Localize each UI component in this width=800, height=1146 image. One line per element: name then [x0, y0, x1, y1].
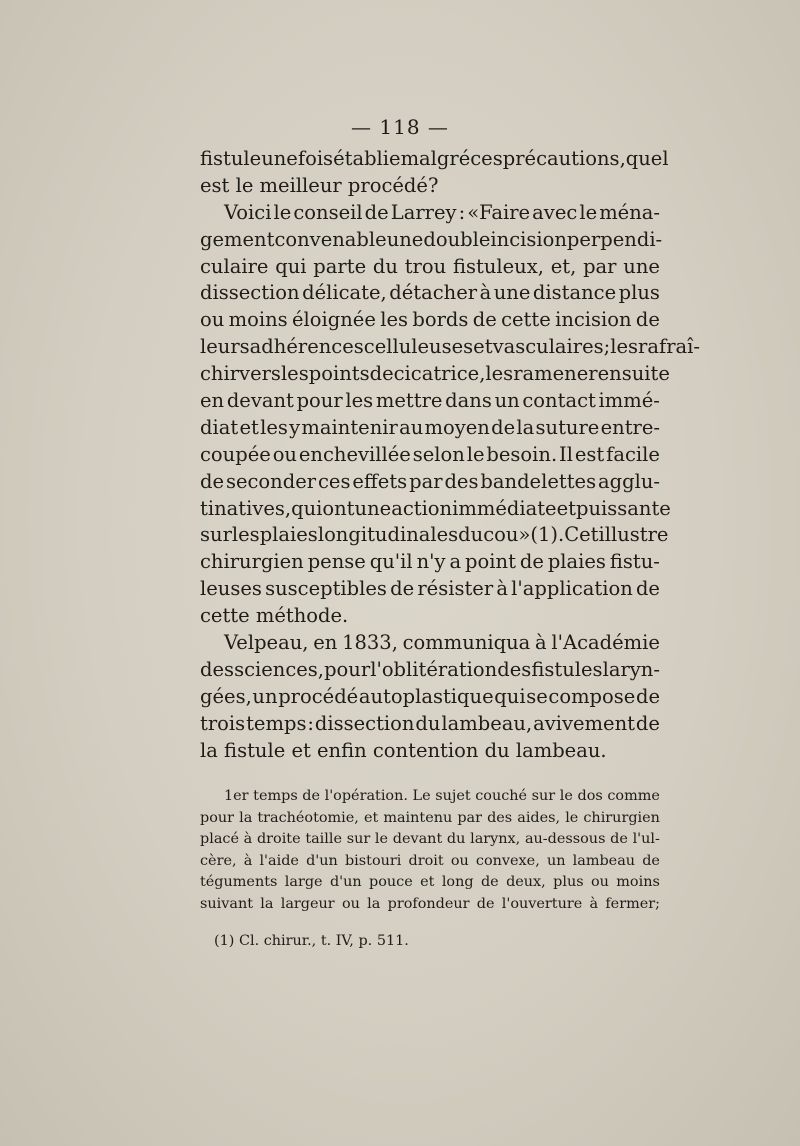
note-line: placé à droite taille sur le devant du larynx, au-dessous de l'ul- — [200, 831, 660, 848]
text-line: culaire qui parte du trou fistuleux, et, par une — [200, 254, 660, 278]
note-line: 1er temps de l'opération. Le sujet couché sur le dos comme — [224, 788, 660, 804]
text-line: tinatives, qui ont une action immédiate et puissante — [200, 496, 671, 520]
note-line: téguments large d'un pouce et long de deux, plus ou moins — [200, 874, 660, 891]
main-text — [200, 146, 700, 764]
note-line: cère, à l'aide d'un bistouri droit ou convexe, un lambeau de — [200, 852, 660, 869]
footnote: (1) Cl. chirur., t. IV, p. 511. — [214, 933, 409, 949]
text-line: la fistule et enfin contention du lambeau. — [200, 738, 607, 762]
text-line: Voici le conseil de Larrey : «Faire avec le ména- — [224, 200, 660, 224]
text-line: en devant pour les mettre dans un contact immé- — [200, 389, 660, 413]
text-line: leurs adhérences celluleuses et vasculaires; les rafraî- — [200, 335, 700, 359]
text-line: Velpeau, en 1833, communiqua à l'Académie — [224, 631, 660, 655]
text-line: diat et les y maintenir au moyen de la suture entre- — [200, 415, 660, 439]
text-line: cette méthode. — [200, 604, 349, 628]
note-line: pour la trachéotomie, et maintenu par des aides, le chirurgien — [200, 809, 660, 826]
text-line: gées, un procédé autoplastique qui se compose de — [200, 684, 660, 708]
text-line: chirurgien pense qu'il n'y a point de plaies fistu- — [200, 550, 660, 574]
text-line: dissection délicate, détacher à une distance plus — [200, 281, 660, 305]
text-line: de seconder ces effets par des bandelettes agglu- — [200, 469, 660, 493]
page-number: — 118 — — [351, 115, 449, 139]
text-line: des sciences, pour l'oblitération des fistules laryn- — [200, 657, 660, 681]
operation-note-text — [200, 786, 660, 916]
note-line: suivant la largeur ou la profondeur de l'ouverture à fermer; — [200, 895, 660, 912]
text-line: trois temps : dissection du lambeau, avivement de — [200, 711, 660, 735]
text-line: leuses susceptibles de résister à l'application de — [200, 577, 660, 601]
text-line: est le meilleur procédé? — [200, 173, 439, 197]
text-line: chir vers les points de cicatrice, les ramener ensuite — [200, 362, 670, 386]
text-line: fistule une fois établie malgré ces précautions, quel — [200, 147, 669, 170]
text-line: ou moins éloignée les bords de cette incision de — [200, 308, 660, 332]
text-line: sur les plaies longitudinales du cou» (1). Cet illustre — [200, 523, 669, 547]
text-line: gement convenable une double incision perpendi- — [200, 227, 663, 251]
text-line: coupée ou enchevillée selon le besoin. Il est facile — [200, 442, 660, 466]
